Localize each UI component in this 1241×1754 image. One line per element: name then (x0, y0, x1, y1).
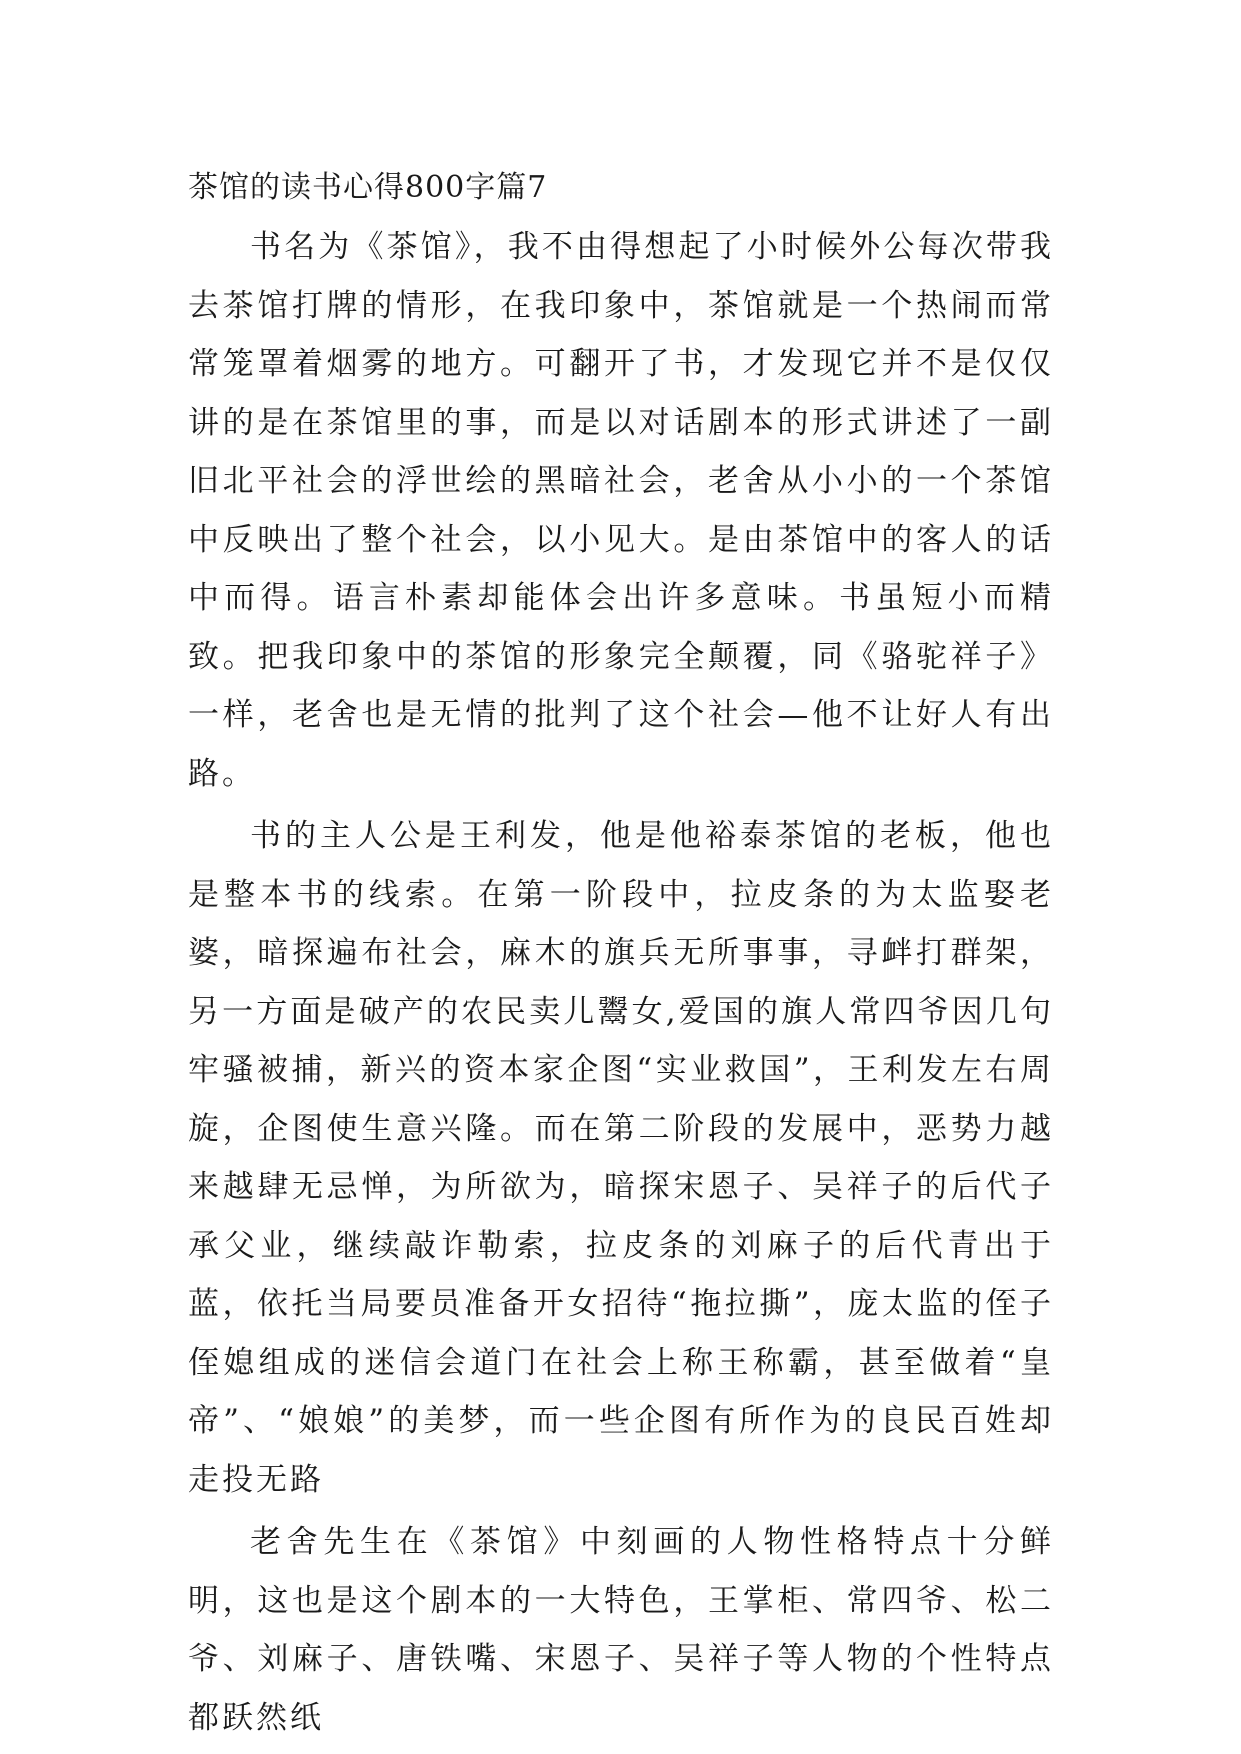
paragraph-3: 老舍先生在《茶馆》中刻画的人物性格特点十分鲜明，这也是这个剧本的一大特色，王掌柜、常四爷、松二爷、刘麻子、唐铁嘴、宋恩子、吴祥子等人物的个性特点都跃然纸 (188, 1524, 1054, 1736)
paragraph-2: 书的主人公是王利发，他是他裕泰茶馆的老板，他也是整本书的线索。在第一阶段中，拉皮条的为太监娶老婆，暗探遍布社会，麻木的旗兵无所事事，寻衅打群架，另一方面是破产的农民卖儿鬻女,爱国的旗人常四爷因几句牢骚被捕，新兴的资本家企图“实业救国”，王利发左右周旋，企图使生意兴隆。而在第二阶段的发展中，恶势力越来越肆无忌惮，为所欲为，暗探宋恩子、吴祥子的后代子承父业，继续敲诈勒索，拉皮条的刘麻子的后代青出于蓝，依托当局要员准备开女招待“拖拉撕”，庞太监的侄子侄媳组成的迷信会道门在社会上称王称霸，甚至做着“皇帝”、“娘娘”的美梦，而一些企图有所作为的良民百姓却走投无路 (188, 818, 1054, 1498)
paragraph-1: 书名为《茶馆》，我不由得想起了小时候外公每次带我去茶馆打牌的情形，在我印象中，茶馆就是一个热闹而常常笼罩着烟雾的地方。可翻开了书，才发现它并不是仅仅讲的是在茶馆里的事，而是以对话剧本的形式讲述了一副旧北平社会的浮世绘的黑暗社会，老舍从小小的一个茶馆中反映出了整个社会，以小见大。是由茶馆中的客人的话中而得。语言朴素却能体会出许多意味。书虽短小而精致。把我印象中的茶馆的形象完全颠覆，同《骆驼祥子》一样，老舍也是无情的批判了这个社会—他不让好人有出路。 (188, 229, 1054, 792)
document-title: 茶馆的读书心得800字篇7 (188, 170, 548, 205)
document-page (188, 158, 1054, 1751)
